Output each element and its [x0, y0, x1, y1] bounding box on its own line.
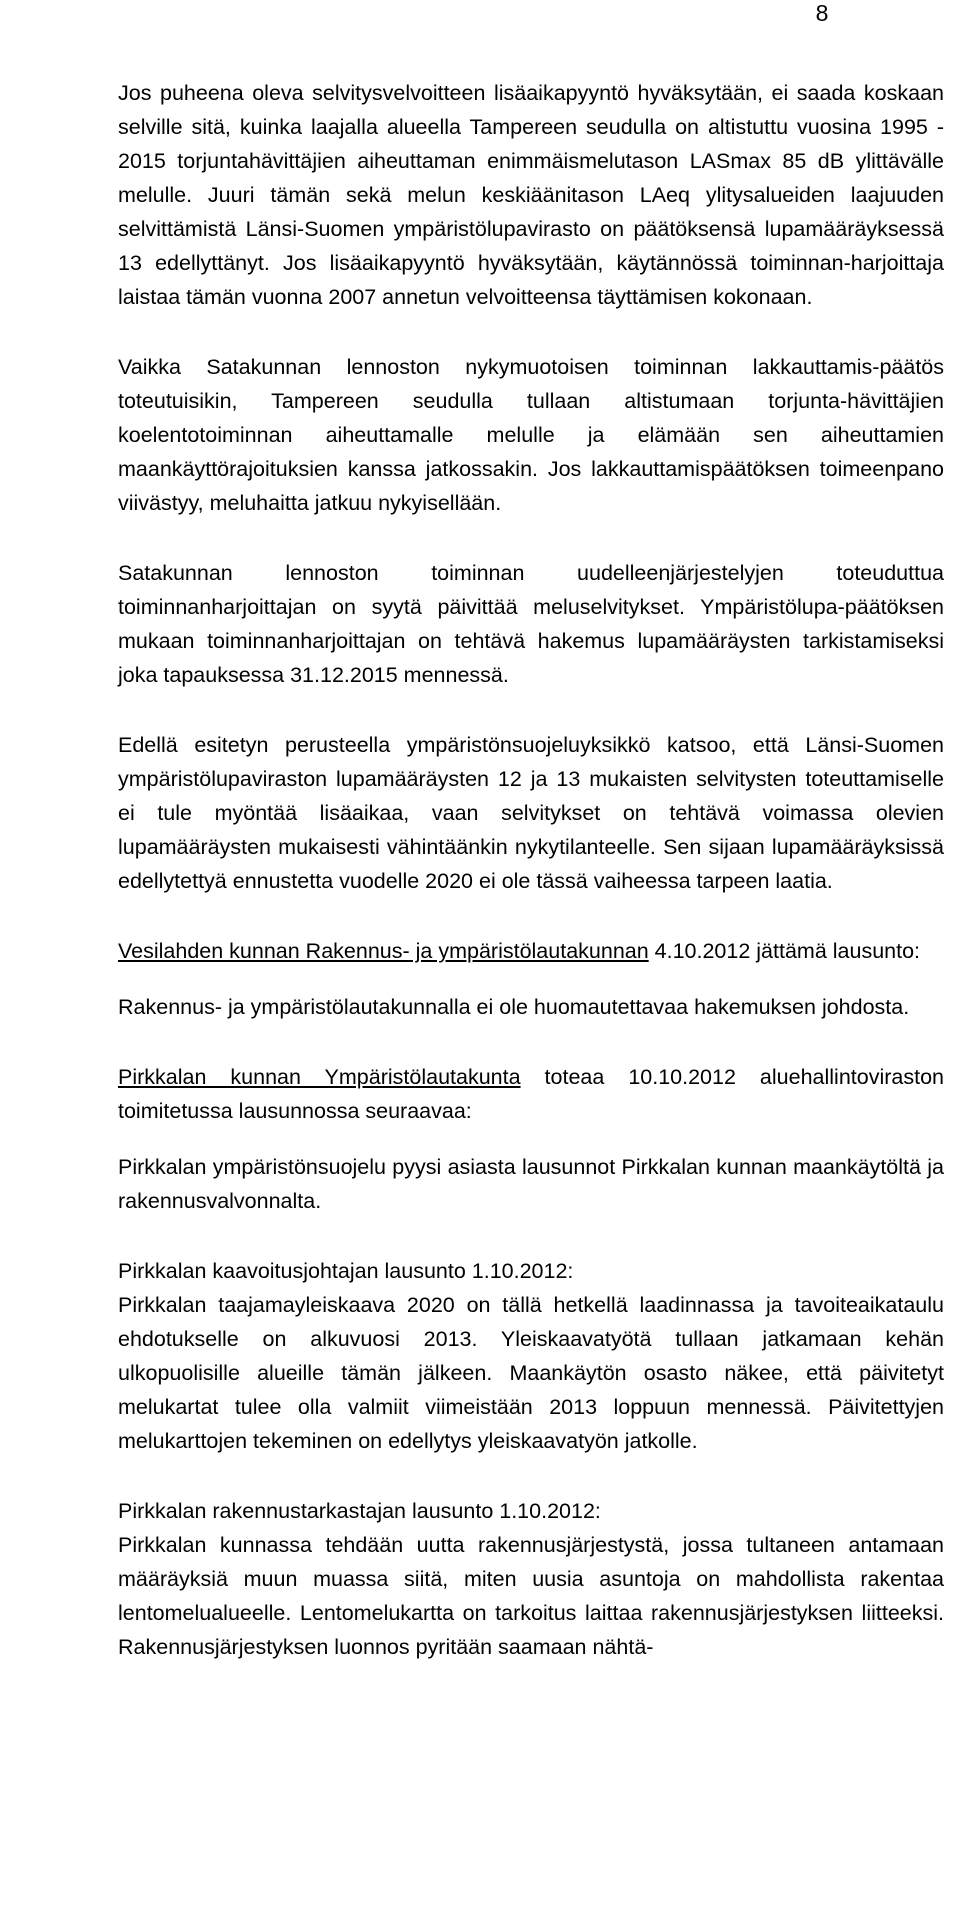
pirkkala-board-name: Pirkkalan kunnan Ympäristölautakunta	[118, 1065, 521, 1089]
vesilahti-intro-rest: 4.10.2012 jättämä lausunto:	[648, 939, 921, 963]
pirkkala-intro-rest: toteaa 10.10.2012 aluehallintoviraston toimitetussa lausunnossa seuraavaa:	[118, 1065, 944, 1123]
paragraph-rakennustarkastaja	[118, 1494, 944, 1664]
paragraph-ymparistonsuojeluyksikko: Edellä esitetyn perusteella ympäristönsuojeluyksikkö katsoo, että Länsi-Suomen ympäristölupaviraston lupamääräysten 12 ja 13 mukaisten selvitysten toteuttamiselle ei tule myöntää lisäaikaa, vaan selvitykset on tehtävä voimassa olevien lupamääräysten mukaisesti vähintäänkin nykytilanteelle. Sen sijaan lupamääräyksissä edellytettyä ennustetta vuodelle 2020 ei ole tässä vaiheessa tarpeen laatia.	[118, 733, 944, 893]
page-number: 8	[815, 0, 829, 26]
paragraph-vesilahti-intro	[118, 934, 944, 968]
paragraph-uudelleenjarjestelyt: Satakunnan lennoston toiminnan uudelleenjärjestelyjen toteuduttua toiminnanharjoittajan on syytä päivittää meluselvitykset. Ympäristölupa-päätöksen mukaan toiminnanharjoittajan on tehtävä hakemus lupamääräysten tarkistamiseksi joka tapauksessa 31.12.2015 mennessä.	[118, 561, 944, 687]
document-body	[118, 76, 944, 1700]
rakennustarkastaja-body: Pirkkalan kunnassa tehdään uutta rakennusjärjestystä, jossa tultaneen antamaan määräyksiä muun muassa siitä, miten uusia asuntoja on mahdollista rakentaa lentomelualueelle. Lentomelukartta on tarkoitus laittaa rakennusjärjestyksen liitteeksi. Rakennusjärjestyksen luonnos pyritään saamaan nähtä-	[118, 1533, 944, 1659]
vesilahti-board-name: Vesilahden kunnan Rakennus- ja ympäristölautakunnan	[118, 939, 649, 963]
rakennustarkastaja-heading: Pirkkalan rakennustarkastajan lausunto 1.10.2012:	[118, 1499, 601, 1523]
kaavoitusjohtaja-heading: Pirkkalan kaavoitusjohtajan lausunto 1.10.2012:	[118, 1259, 574, 1283]
paragraph-pirkkala-intro	[118, 1060, 944, 1128]
paragraph-vesilahti-statement: Rakennus- ja ympäristölautakunnalla ei ole huomautettavaa hakemuksen johdosta.	[118, 995, 910, 1019]
paragraph-lisaaikapyynto: Jos puheena oleva selvitysvelvoitteen lisäaikapyyntö hyväksytään, ei saada koskaan selville sitä, kuinka laajalla alueella Tampereen seudulla on altistuttu vuosina 1995 - 2015 torjuntahävittäjien aiheuttaman enimmäismelutason LASmax 85 dB ylittävälle melulle. Juuri tämän sekä melun keskiäänitason LAeq ylitysalueiden laajuuden selvittämistä Länsi-Suomen ympäristölupavirasto on päätöksensä lupamääräyksessä 13 edellyttänyt. Jos lisäaikapyyntö hyväksytään, käytännössä toiminnan-harjoittaja laistaa tämän vuonna 2007 annetun velvoitteensa täyttämisen kokonaan.	[118, 81, 944, 309]
paragraph-kaavoitusjohtaja	[118, 1254, 944, 1458]
paragraph-pirkkala-statement: Pirkkalan ympäristönsuojelu pyysi asiasta lausunnot Pirkkalan kunnan maankäytöltä ja rakennusvalvonnalta.	[118, 1155, 944, 1213]
paragraph-lakkauttamispaatos: Vaikka Satakunnan lennoston nykymuotoisen toiminnan lakkauttamis-päätös toteutuisikin, Tampereen seudulla tullaan altistumaan torjunta-hävittäjien koelentotoiminnan aiheuttamalle melulle ja elämään sen aiheuttamien maankäyttörajoituksien kanssa jatkossakin. Jos lakkauttamispäätöksen toimeenpano viivästyy, meluhaitta jatkuu nykyisellään.	[118, 355, 944, 515]
kaavoitusjohtaja-body: Pirkkalan taajamayleiskaava 2020 on tällä hetkellä laadinnassa ja tavoiteaikataulu ehdotukselle on alkuvuosi 2013. Yleiskaavatyötä tullaan jatkamaan kehän ulkopuolisille alueille tämän jälkeen. Maankäytön osasto näkee, että päivitetyt melukartat tulee olla valmiit viimeistään 2013 loppuun mennessä. Päivitettyjen melukarttojen tekeminen on edellytys yleiskaavatyön jatkolle.	[118, 1293, 944, 1453]
